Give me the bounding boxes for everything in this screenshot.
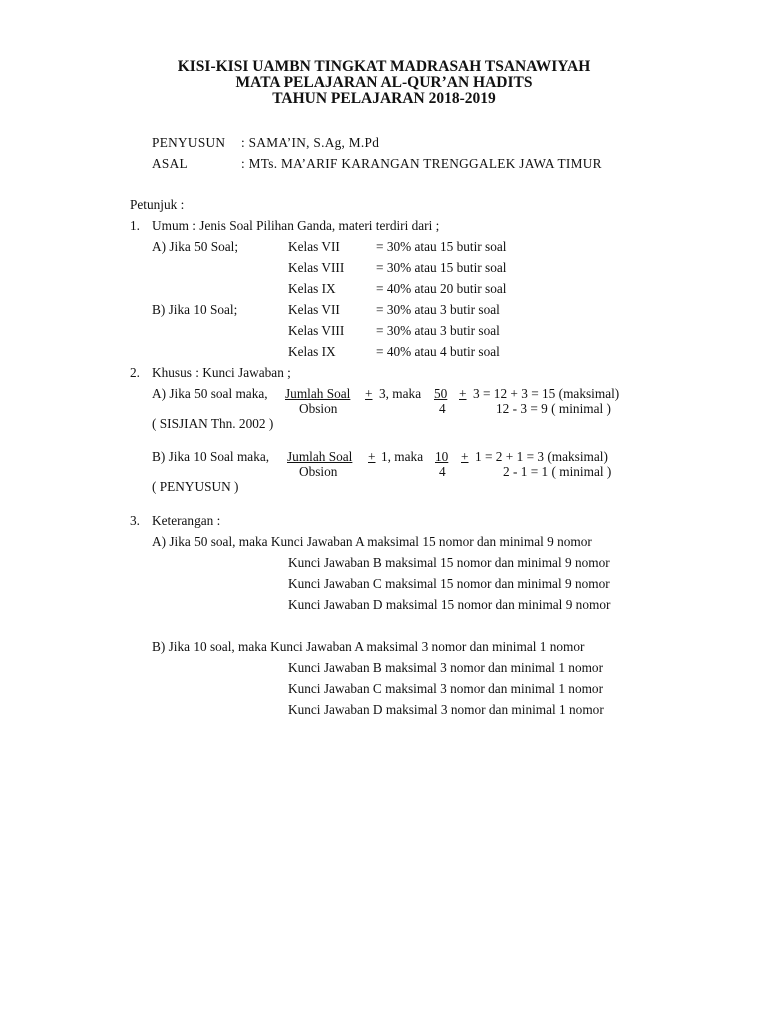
formula-a-mid: 3, maka <box>379 386 422 401</box>
section-1-heading: Umum : Jenis Soal Pilihan Ganda, materi terdiri dari ; <box>152 218 440 233</box>
section-3-heading: Keterangan : <box>152 513 221 528</box>
formula-b-denominator: Obsion <box>299 464 338 479</box>
formula-a-denominator: Obsion <box>299 401 338 416</box>
group-a-value: = 30% atau 15 butir soal <box>376 239 507 254</box>
keterangan-a-line: A) Jika 50 soal, maka Kunci Jawaban A maksimal 15 nomor dan minimal 9 nomor <box>152 534 592 549</box>
formula-a-prefix: A) Jika 50 soal maka, <box>152 386 268 401</box>
asal-value: : MTs. MA’ARIF KARANGAN TRENGGALEK JAWA TIMUR <box>241 156 602 171</box>
group-a-kelas: Kelas VII <box>288 239 340 254</box>
group-a-kelas: Kelas VIII <box>288 260 345 275</box>
section-2-heading: Khusus : Kunci Jawaban ; <box>152 365 291 380</box>
formula-a-num2: 50 <box>434 386 448 401</box>
doc-title-line-1: KISI-KISI UAMBN TINGKAT MADRASAH TSANAWIYAH <box>177 58 591 75</box>
group-a-label: A) Jika 50 Soal; <box>152 239 239 254</box>
keterangan-a-line: Kunci Jawaban D maksimal 15 nomor dan minimal 9 nomor <box>288 597 611 612</box>
formula-a-plus-minus-2: + <box>459 386 467 401</box>
formula-a-den2: 4 <box>439 401 446 416</box>
section-2-number: 2. <box>130 365 140 380</box>
petunjuk-heading: Petunjuk : <box>130 197 185 212</box>
section-3-number: 3. <box>130 513 140 528</box>
group-b-kelas: Kelas VIII <box>288 323 345 338</box>
formula-a-max: 3 = 12 + 3 = 15 (maksimal) <box>473 386 620 401</box>
keterangan-b-line: Kunci Jawaban B maksimal 3 nomor dan minimal 1 nomor <box>288 660 604 675</box>
formula-b-den2: 4 <box>439 464 446 479</box>
group-a-value: = 30% atau 15 butir soal <box>376 260 507 275</box>
keterangan-a-line: Kunci Jawaban B maksimal 15 nomor dan minimal 9 nomor <box>288 555 610 570</box>
formula-b-min: 2 - 1 = 1 ( minimal ) <box>503 464 612 479</box>
formula-a-source: ( SISJIAN Thn. 2002 ) <box>152 416 274 431</box>
formula-b-max: 1 = 2 + 1 = 3 (maksimal) <box>475 449 608 464</box>
formula-b-mid: 1, maka <box>381 449 424 464</box>
asal-label: ASAL <box>152 156 188 171</box>
doc-title-line-3: TAHUN PELAJARAN 2018-2019 <box>272 90 496 107</box>
penyusun-label: PENYUSUN <box>152 135 226 150</box>
group-a-kelas: Kelas IX <box>288 281 336 296</box>
formula-b-plus-minus-2: + <box>461 449 469 464</box>
keterangan-a-line: Kunci Jawaban C maksimal 15 nomor dan minimal 9 nomor <box>288 576 610 591</box>
formula-b-numerator: Jumlah Soal <box>287 449 353 464</box>
formula-a-numerator: Jumlah Soal <box>285 386 351 401</box>
group-a-value: = 40% atau 20 butir soal <box>376 281 507 296</box>
keterangan-b-line: Kunci Jawaban C maksimal 3 nomor dan minimal 1 nomor <box>288 681 604 696</box>
group-b-kelas: Kelas IX <box>288 344 336 359</box>
group-b-value: = 30% atau 3 butir soal <box>376 323 500 338</box>
doc-title-line-2: MATA PELAJARAN AL-QUR’AN HADITS <box>235 74 533 91</box>
penyusun-value: : SAMA’IN, S.Ag, M.Pd <box>241 135 380 150</box>
group-b-value: = 30% atau 3 butir soal <box>376 302 500 317</box>
formula-a-min: 12 - 3 = 9 ( minimal ) <box>496 401 611 416</box>
keterangan-b-line: B) Jika 10 soal, maka Kunci Jawaban A maksimal 3 nomor dan minimal 1 nomor <box>152 639 585 654</box>
group-b-kelas: Kelas VII <box>288 302 340 317</box>
keterangan-b-line: Kunci Jawaban D maksimal 3 nomor dan minimal 1 nomor <box>288 702 604 717</box>
section-1-number: 1. <box>130 218 140 233</box>
group-b-label: B) Jika 10 Soal; <box>152 302 238 317</box>
formula-b-num2: 10 <box>435 449 449 464</box>
formula-b-source: ( PENYUSUN ) <box>152 479 239 494</box>
formula-a-plus-minus: + <box>365 386 373 401</box>
formula-b-plus-minus: + <box>368 449 376 464</box>
group-b-value: = 40% atau 4 butir soal <box>376 344 500 359</box>
formula-b-prefix: B) Jika 10 Soal maka, <box>152 449 270 464</box>
